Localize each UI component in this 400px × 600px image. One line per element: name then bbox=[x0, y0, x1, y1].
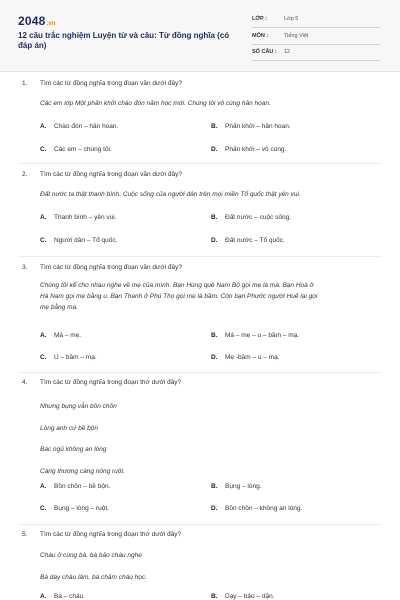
meta-count-label: SỐ CÂU : bbox=[252, 49, 277, 55]
option-letter: D. bbox=[211, 146, 218, 153]
option-text: Bụng – lòng – ruột. bbox=[54, 505, 109, 512]
option-text: Người dân – Tổ quốc. bbox=[54, 237, 118, 244]
option-text: Đất nước – cuộc sống. bbox=[225, 214, 292, 221]
meta-subject-label: MÔN : bbox=[252, 33, 269, 39]
meta-count bbox=[252, 45, 380, 61]
divider bbox=[18, 524, 382, 525]
divider bbox=[18, 256, 382, 257]
option-text: Mẹ -bầm – u – mạ. bbox=[225, 354, 280, 361]
option-d[interactable] bbox=[211, 237, 285, 244]
option-c[interactable] bbox=[40, 505, 109, 512]
option-text: U – bầm – mạ. bbox=[54, 354, 97, 361]
passage-line: mẹ bằng mạ. bbox=[40, 304, 78, 311]
option-letter: A. bbox=[40, 593, 47, 600]
option-c[interactable] bbox=[40, 354, 97, 361]
option-letter: B. bbox=[211, 483, 218, 490]
option-a[interactable] bbox=[40, 214, 117, 221]
passage-line: Nhưng bụng vẫn bồn chồn bbox=[40, 403, 117, 410]
option-b[interactable] bbox=[211, 332, 299, 339]
passage-line: Lòng anh cứ bề bộn bbox=[40, 424, 98, 432]
site-logo[interactable] bbox=[18, 14, 56, 28]
option-text: Chào đón – hân hoan. bbox=[54, 123, 119, 130]
option-b[interactable] bbox=[211, 214, 291, 221]
option-c[interactable] bbox=[40, 146, 112, 153]
option-b[interactable] bbox=[211, 483, 262, 490]
option-letter: A. bbox=[40, 123, 47, 130]
option-letter: D. bbox=[211, 505, 218, 512]
option-a[interactable] bbox=[40, 123, 118, 130]
question-number: 5. bbox=[22, 531, 28, 538]
option-letter: A. bbox=[40, 483, 47, 490]
passage-line: Cháu ở cùng bà, bà bảo cháu nghe bbox=[40, 552, 142, 559]
option-text: Phấn khởi – hân hoan. bbox=[225, 123, 291, 130]
option-d[interactable] bbox=[211, 354, 280, 361]
passage-line: Hà Nam gọi mẹ bằng u. Bạn Thanh ở Phú Thọ gọi mẹ là bầm. Còn bạn Phước người Huế lại gọi bbox=[40, 293, 318, 300]
option-letter: C. bbox=[40, 354, 47, 361]
passage-line: Càng thương càng nóng ruột. bbox=[40, 467, 126, 475]
option-text: Má – mẹ – u – bầm – mạ. bbox=[225, 332, 300, 339]
option-text: Dạy – bảo – dặn. bbox=[225, 593, 275, 600]
option-letter: B. bbox=[211, 593, 218, 600]
option-d[interactable] bbox=[211, 146, 286, 153]
passage-line: Chúng tôi kể cho nhau nghe về mẹ của mình. Bạn Hùng quê Nam Bộ gọi mẹ là má. Bạn Hoà ở bbox=[40, 282, 314, 289]
document-header bbox=[0, 0, 400, 72]
meta-grade bbox=[252, 12, 380, 28]
question-number: 1. bbox=[22, 80, 28, 87]
option-letter: C. bbox=[40, 505, 47, 512]
meta-subject bbox=[252, 29, 380, 45]
divider bbox=[18, 372, 382, 373]
option-letter: B. bbox=[211, 123, 218, 130]
logo-suffix: .vn bbox=[46, 21, 56, 27]
meta-count-value: 12 bbox=[284, 49, 291, 55]
option-text: Bồn chồn – không an lòng. bbox=[225, 505, 303, 512]
question-text: Tìm các từ đồng nghĩa trong đoạn văn dưới đây? bbox=[40, 171, 182, 178]
question-number: 3. bbox=[22, 264, 28, 271]
option-letter: A. bbox=[40, 332, 47, 339]
question-passage bbox=[40, 98, 380, 109]
document-title: 12 câu trắc nghiệm Luyện từ và câu: Từ đồng nghĩa (có đáp án) bbox=[18, 31, 230, 50]
option-text: Đất nước – Tổ quốc. bbox=[225, 237, 285, 244]
option-text: Bà – cháu. bbox=[54, 593, 86, 600]
option-letter: C. bbox=[40, 146, 47, 153]
passage-line: Các em lớp Một phấn khởi chào đón năm học mới. Chúng tôi vô cùng hân hoan. bbox=[40, 100, 271, 107]
question-text: Tìm các từ đồng nghĩa trong đoạn thơ dưới đây? bbox=[40, 379, 182, 386]
question-passage bbox=[40, 189, 380, 200]
question-text: Tìm các từ đồng nghĩa trong đoạn văn dưới đây? bbox=[40, 264, 182, 271]
passage-line: Bác ngủ không an lòng bbox=[40, 446, 107, 453]
option-letter: A. bbox=[40, 214, 47, 221]
option-letter: D. bbox=[211, 354, 218, 361]
option-b[interactable] bbox=[211, 593, 275, 600]
option-letter: C. bbox=[40, 237, 47, 244]
passage-line: Bà dạy cháu làm, bà chăm cháu học. bbox=[40, 573, 147, 581]
meta-grade-value: Lớp 5 bbox=[284, 16, 299, 22]
question-text: Tìm các từ đồng nghĩa trong đoạn văn dưới đây? bbox=[40, 80, 182, 87]
option-letter: B. bbox=[211, 214, 218, 221]
logo-main: 2048 bbox=[18, 14, 46, 28]
question-passage bbox=[40, 545, 380, 588]
option-a[interactable] bbox=[40, 332, 81, 339]
option-c[interactable] bbox=[40, 237, 117, 244]
option-letter: D. bbox=[211, 237, 218, 244]
meta-subject-value: Tiếng Việt bbox=[284, 33, 309, 39]
option-text: Má – mẹ. bbox=[54, 332, 82, 339]
option-b[interactable] bbox=[211, 123, 291, 130]
question-number: 2. bbox=[22, 171, 28, 178]
option-d[interactable] bbox=[211, 505, 302, 512]
option-text: Phấn khởi – vô cùng. bbox=[225, 146, 287, 153]
option-text: Các em – chúng tôi. bbox=[54, 146, 112, 153]
question-number: 4. bbox=[22, 379, 28, 386]
question-text: Tìm các từ đồng nghĩa trong đoạn thơ dưới đây? bbox=[40, 531, 182, 538]
option-letter: B. bbox=[211, 332, 218, 339]
question-passage bbox=[40, 280, 380, 313]
option-a[interactable] bbox=[40, 593, 85, 600]
meta-grade-label: LỚP : bbox=[252, 16, 267, 22]
option-a[interactable] bbox=[40, 483, 110, 490]
option-text: Thanh bình – yên vui. bbox=[54, 214, 117, 221]
divider bbox=[18, 163, 382, 164]
option-text: Bụng – lòng. bbox=[225, 483, 262, 490]
option-text: Bồn chồn – bề bộn. bbox=[54, 483, 111, 490]
passage-line: Đất nước ta thật thanh bình. Cuộc sống của người dân trên mọi miền Tổ quốc thật yên vui. bbox=[40, 191, 301, 198]
question-passage bbox=[40, 396, 380, 482]
